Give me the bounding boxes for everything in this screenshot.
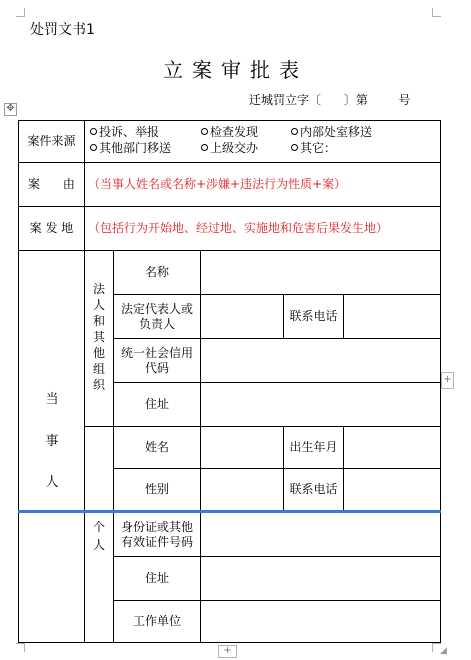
add-row-icon[interactable]: + <box>218 645 237 658</box>
option-inspection[interactable]: 检查发现 <box>201 125 258 139</box>
credit-code-field[interactable] <box>201 339 440 382</box>
cause-hint[interactable]: （当事人姓名或名称+涉嫌+违法行为性质+案） <box>88 177 347 191</box>
gender-field[interactable] <box>201 469 283 510</box>
contact-phone-label: 联系电话 <box>289 309 338 323</box>
contact-phone-2-field[interactable] <box>344 469 440 510</box>
person-name-field[interactable] <box>201 427 283 468</box>
crop-mark-top-right <box>432 8 441 17</box>
crop-mark-top-left <box>16 8 25 17</box>
birth-label: 出生年月 <box>289 440 338 454</box>
credit-code-label: 统一社会信用代码 <box>120 345 193 375</box>
contact-phone-2-label: 联系电话 <box>289 482 338 496</box>
crop-mark-bottom-left <box>16 643 25 652</box>
add-column-icon[interactable]: + <box>441 372 454 389</box>
option-other-department[interactable]: 其他部门移送 <box>90 141 171 155</box>
option-internal-transfer[interactable]: 内部处室移送 <box>291 125 372 139</box>
location-label: 案 发 地 <box>29 221 74 235</box>
work-unit-label: 工作单位 <box>132 614 181 628</box>
cause-label: 案 由 <box>28 177 75 191</box>
document-label: 处罚文书1 <box>30 22 95 38</box>
birth-field[interactable] <box>344 427 440 468</box>
source-label: 案件来源 <box>27 134 76 148</box>
person-address-label: 住址 <box>144 571 169 585</box>
option-other[interactable]: 其它： <box>291 141 336 155</box>
party-label-char-2: 事 <box>45 434 59 449</box>
org-address-field[interactable] <box>201 383 440 426</box>
case-number-line: 迁城罚立字〔 〕第 号 <box>249 93 411 107</box>
org-name-label: 名称 <box>144 265 169 279</box>
legal-rep-field[interactable] <box>201 295 283 338</box>
table-resize-handle-icon[interactable]: ◢ <box>440 646 447 656</box>
party-label-char-3: 人 <box>45 475 59 490</box>
id-number-label: 身份证或其他有效证件号码 <box>120 519 193 549</box>
legal-rep-label: 法定代表人或负责人 <box>120 301 193 331</box>
person-address-field[interactable] <box>201 557 440 600</box>
option-superior-assigned[interactable]: 上级交办 <box>201 141 258 155</box>
org-name-field[interactable] <box>201 251 440 294</box>
option-complaint[interactable]: 投诉、举报 <box>90 125 159 139</box>
gender-label: 性别 <box>144 482 169 496</box>
location-hint[interactable]: （包括行为开始地、经过地、实施地和危害后果发生地） <box>88 221 389 235</box>
person-name-label: 姓名 <box>144 440 169 454</box>
work-unit-field[interactable] <box>201 601 440 642</box>
contact-phone-field[interactable] <box>344 295 440 338</box>
party-label-char-1: 当 <box>45 392 59 407</box>
org-address-label: 住址 <box>144 397 169 411</box>
table-move-handle-icon[interactable]: ✥ <box>4 103 17 116</box>
document-title: 立案审批表 <box>163 58 308 82</box>
id-number-field[interactable] <box>201 513 440 556</box>
